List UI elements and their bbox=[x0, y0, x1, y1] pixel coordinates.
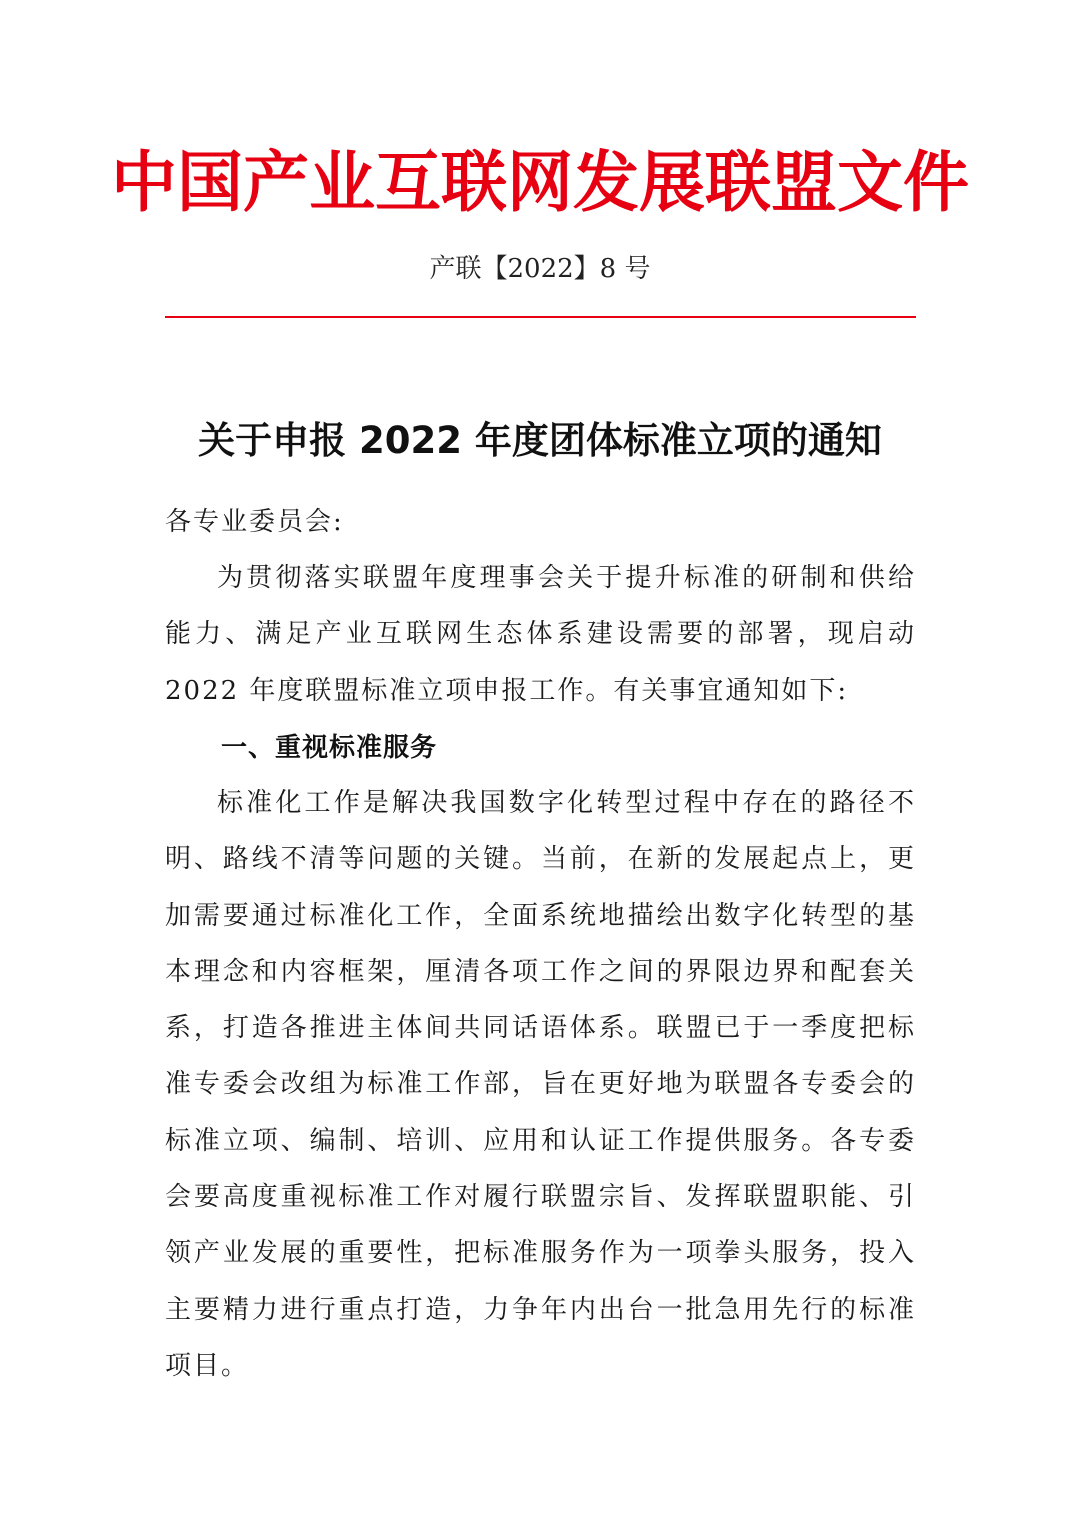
notice-title: 关于申报 2022 年度团体标准立项的通知 bbox=[198, 419, 882, 462]
intro-paragraph: 为贯彻落实联盟年度理事会关于提升标准的研制和供给能力、满足产业互联网生态体系建设需要的部署，现启动 2022 年度联盟标准立项申报工作。有关事宜通知如下: bbox=[165, 563, 916, 706]
salutation: 各专业委员会: bbox=[165, 507, 344, 537]
red-divider-line bbox=[165, 316, 916, 318]
section-paragraph-1: 标准化工作是解决我国数字化转型过程中存在的路径不明、路线不清等问题的关键。当前，在新的发展起点上，更加需要通过标准化工作，全面系统地描绘出数字化转型的基本理念和内容框架，厘清各项工作之间的界限边界和配套关系，打造各推进主体间共同话语体系。联盟已于一季度把标准专委会改组为标准工作部，旨在更好地为联盟各专委会的标准立项、编制、培训、应用和认证工作提供服务。各专委会要高度重视标准工作对履行联盟宗旨、发挥联盟职能、引领产业发展的重要性，把标准服务作为一项拳头服务，投入主要精力进行重点打造，力争年内出台一批急用先行的标准项目。 bbox=[165, 788, 916, 1381]
masthead-title: 中国产业互联网发展联盟文件 bbox=[111, 143, 969, 221]
document-number: 产联【2022】8 号 bbox=[429, 254, 651, 284]
section-heading-1: 一、重视标准服务 bbox=[221, 733, 438, 763]
